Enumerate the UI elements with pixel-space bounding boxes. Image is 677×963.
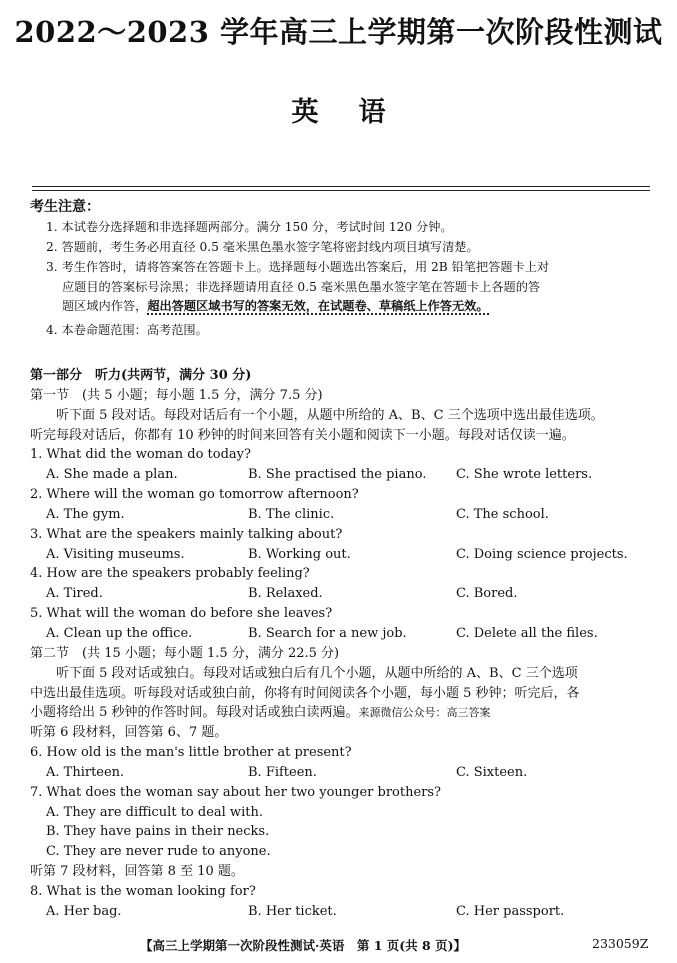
subject-title: 英语 bbox=[291, 97, 426, 128]
material-heading: 听第 7 段材料，回答第 8 至 10 题。 bbox=[30, 864, 244, 880]
instruction-text: 小题将给出 5 秒钟的作答时间。每段对话或独白读两遍。 bbox=[30, 705, 359, 721]
option-c: C. Doing science projects. bbox=[456, 546, 628, 562]
option-a: A. Her bag. bbox=[46, 903, 122, 919]
question: 1. What did the woman do today? bbox=[30, 447, 251, 463]
notice-text: 题区域内作答， bbox=[62, 299, 148, 314]
option-b: B. Relaxed. bbox=[248, 586, 323, 602]
listening-part bbox=[30, 366, 660, 922]
option-b: B. Working out. bbox=[248, 546, 351, 562]
divider-top bbox=[32, 186, 650, 187]
question: 6. How old is the man's little brother at present? bbox=[30, 745, 352, 761]
option-c: C. The school. bbox=[456, 506, 549, 522]
notice-heading: 考生注意： bbox=[30, 199, 100, 215]
instruction-line: 中选出最佳选项。听每段对话或独白前，你将有时间阅读各个小题，每小题 5 秒钟；听完后，各 bbox=[30, 685, 580, 701]
option-c: C. Bored. bbox=[456, 586, 518, 602]
options-row bbox=[30, 465, 660, 485]
option-b: B. Her ticket. bbox=[248, 903, 337, 919]
instruction-line bbox=[30, 703, 660, 723]
option-a: A. They are difficult to deal with. bbox=[46, 804, 263, 820]
instruction-line: 听下面 5 段对话或独白。每段对话或独白后有几个小题，从题中所给的 A、B、C 三个选项 bbox=[56, 665, 578, 681]
option-b: B. They have pains in their necks. bbox=[46, 824, 270, 840]
option-b: B. She practised the piano. bbox=[248, 467, 427, 483]
instruction-line: 听下面 5 段对话。每段对话后有一个小题，从题中所给的 A、B、C 三个选项中选出最佳选项。 bbox=[56, 407, 604, 423]
instruction-line: 听完每段对话后，你都有 10 秒钟的时间来回答有关小题和阅读下一小题。每段对话仅读一遍。 bbox=[30, 427, 575, 443]
notice-item bbox=[46, 297, 652, 321]
question: 3. What are the speakers mainly talking about? bbox=[30, 526, 343, 542]
question: 7. What does the woman say about her two younger brothers? bbox=[30, 784, 442, 800]
option-a: A. Visiting museums. bbox=[46, 546, 185, 562]
footer-code: 233059Z bbox=[592, 936, 649, 951]
option-c: C. Sixteen. bbox=[456, 764, 528, 780]
notice-item: 4. 本卷命题范围：高考范围。 bbox=[46, 323, 208, 338]
option-c: C. She wrote letters. bbox=[456, 467, 593, 483]
options-row bbox=[30, 624, 660, 644]
material-heading: 听第 6 段材料，回答第 6、7 题。 bbox=[30, 725, 228, 741]
footer-label: 【高三上学期第一次阶段性测试·英语 第 1 页(共 8 页)】 bbox=[140, 938, 466, 953]
option-c: C. They are never rude to anyone. bbox=[46, 844, 271, 860]
option-b: B. The clinic. bbox=[248, 506, 335, 522]
notice-item: 1. 本试卷分选择题和非选择题两部分。满分 150 分，考试时间 120 分钟。 bbox=[46, 220, 453, 234]
question: 5. What will the woman do before she leaves? bbox=[30, 606, 333, 622]
option-a: A. The gym. bbox=[46, 506, 125, 522]
options-row bbox=[30, 763, 660, 783]
option-b: B. Search for a new job. bbox=[248, 625, 407, 641]
options-row bbox=[30, 545, 660, 565]
option-c: C. Delete all the files. bbox=[456, 625, 598, 641]
question: 8. What is the woman looking for? bbox=[30, 883, 256, 899]
option-a: A. Thirteen. bbox=[46, 764, 125, 780]
divider-bottom bbox=[32, 190, 650, 191]
option-b: B. Fifteen. bbox=[248, 764, 317, 780]
notice-emphasis: 超出答题区域书写的答案无效，在试题卷、草稿纸上作答无效。 bbox=[147, 299, 489, 314]
section2-heading: 第二节 (共 15 小题；每小题 1.5 分，满分 22.5 分) bbox=[30, 645, 340, 661]
option-a: A. Tired. bbox=[46, 586, 103, 602]
options-row bbox=[30, 902, 660, 922]
notice-item: 3. 考生作答时，请将答案答在答题卡上。选择题每小题选出答案后，用 2B 铅笔把答题卡上对 bbox=[46, 259, 550, 274]
option-c: C. Her passport. bbox=[456, 903, 565, 919]
question: 4. How are the speakers probably feeling? bbox=[30, 566, 310, 582]
notice-item: 2. 答题前，考生务必用直径 0.5 毫米黑色墨水签字笔将密封线内项目填写清楚。 bbox=[46, 239, 479, 254]
notice-list bbox=[46, 218, 652, 341]
option-a: A. Clean up the office. bbox=[46, 625, 193, 641]
option-a: A. She made a plan. bbox=[46, 467, 178, 483]
options-row bbox=[30, 505, 660, 525]
part1-heading: 第一部分 听力(共两节，满分 30 分) bbox=[30, 368, 252, 383]
exam-title: 2022～2023 学年高三上学期第一次阶段性测试 bbox=[14, 15, 663, 49]
notice-item: 应题目的答案标号涂黑；非选择题请用直径 0.5 毫米黑色墨水签字笔在答题卡上各题的答 bbox=[62, 279, 541, 294]
question: 2. Where will the woman go tomorrow afternoon? bbox=[30, 487, 359, 503]
source-note: 来源微信公众号：高三答案 bbox=[358, 706, 491, 720]
options-row bbox=[30, 584, 660, 604]
section1-heading: 第一节 (共 5 小题；每小题 1.5 分，满分 7.5 分) bbox=[30, 387, 323, 403]
